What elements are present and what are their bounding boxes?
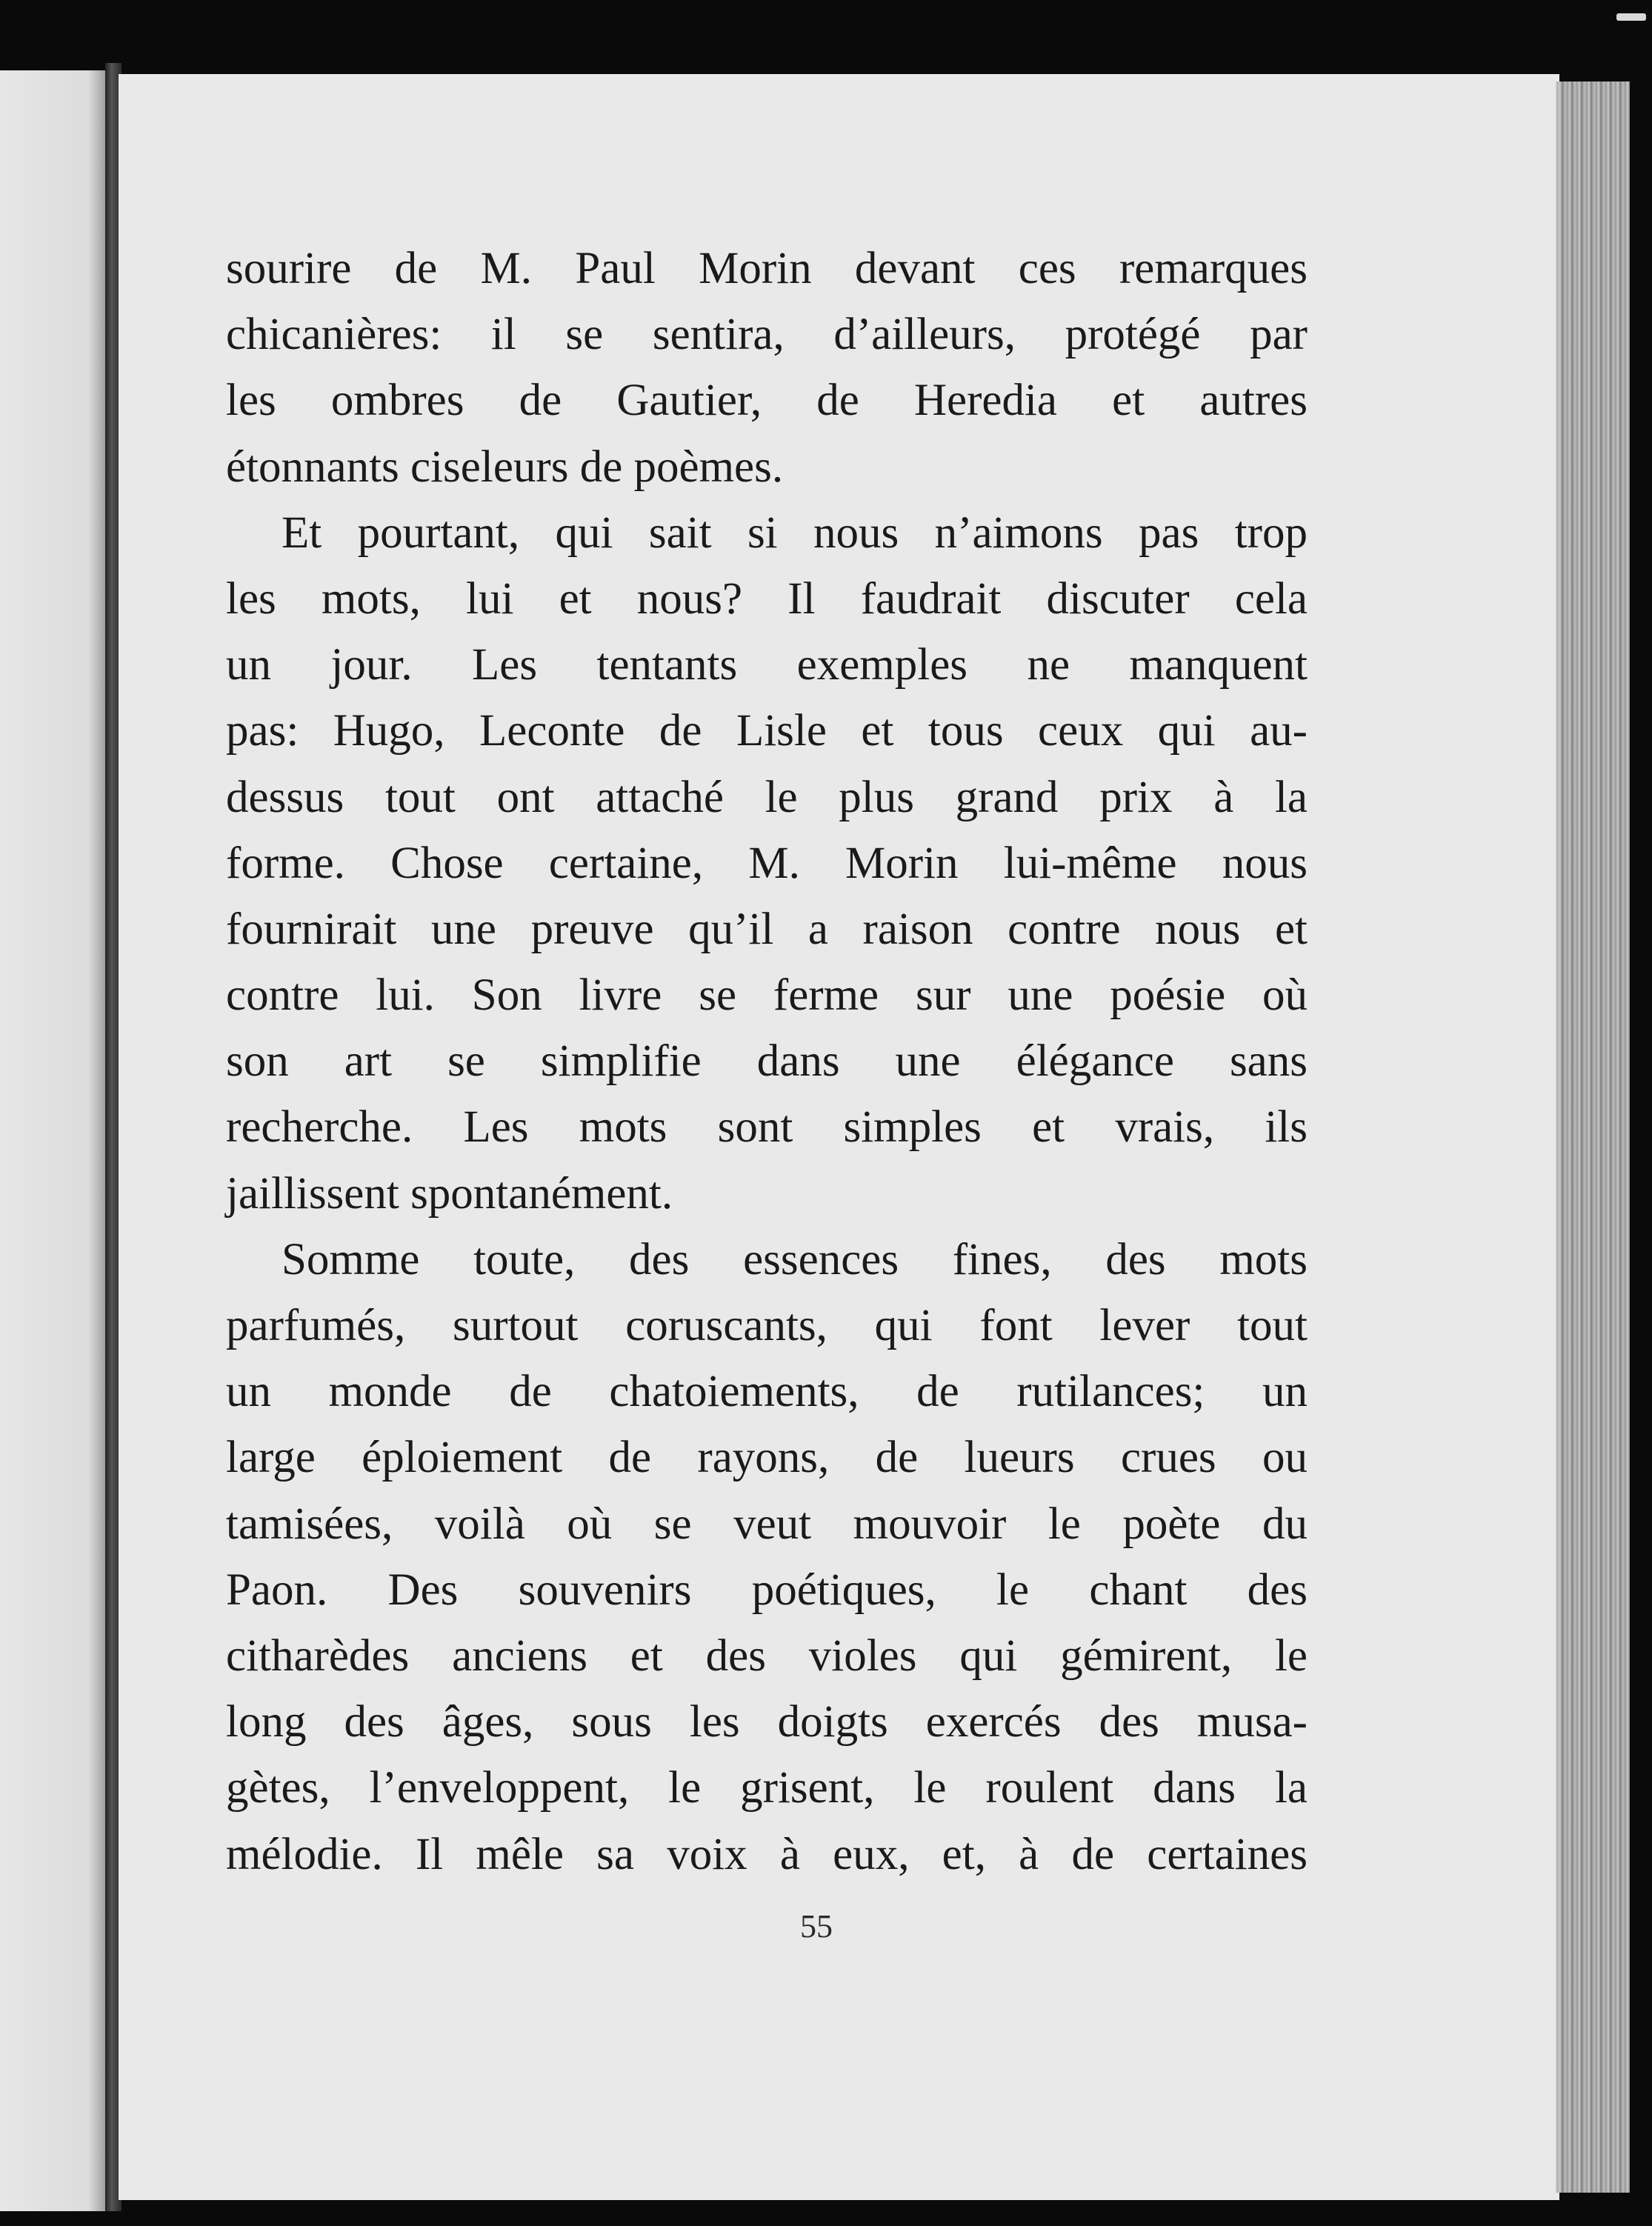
- text-line: large éploiement de rayons, de lueurs crues ou: [226, 1433, 1308, 1483]
- text-line: Somme toute, des essences fines, des mots: [282, 1234, 1308, 1284]
- page-fore-edge: [1556, 81, 1630, 2193]
- text-line: gètes, l’enveloppent, le grisent, le roulent dans la: [226, 1763, 1308, 1813]
- text-line: jaillissent spontanément.: [226, 1168, 673, 1219]
- text-line: un jour. Les tentants exemples ne manquent: [226, 640, 1308, 690]
- text-line: recherche. Les mots sont simples et vrais, ils: [226, 1102, 1308, 1153]
- scan-artifact: [1616, 13, 1646, 21]
- text-line: son art se simplifie dans une élégance sans: [226, 1036, 1308, 1087]
- text-line: étonnants ciseleurs de poèmes.: [226, 441, 784, 492]
- text-line: un monde de chatoiements, de rutilances; un: [226, 1367, 1308, 1417]
- facing-page-edge: [0, 70, 111, 2211]
- text-line: tamisées, voilà où se veut mouvoir le poète du: [226, 1499, 1308, 1549]
- text-line: les mots, lui et nous? Il faudrait discuter cela: [226, 573, 1308, 624]
- text-line: les ombres de Gautier, de Heredia et autres: [226, 376, 1308, 426]
- page-number-label: 55: [800, 1908, 833, 1945]
- text-line: pas: Hugo, Leconte de Lisle et tous ceux qui au-: [226, 706, 1308, 756]
- text-line: parfumés, surtout coruscants, qui font lever tout: [226, 1301, 1308, 1350]
- text-line: citharèdes anciens et des violes qui gémirent, le: [226, 1630, 1308, 1681]
- page-number: [0, 1907, 1652, 1945]
- text-line: contre lui. Son livre se ferme sur une poésie où: [226, 970, 1308, 1021]
- text-line: chicanières: il se sentira, d’ailleurs, protégé par: [226, 310, 1308, 360]
- text-line: Et pourtant, qui sait si nous n’aimons pas trop: [282, 507, 1308, 558]
- body-text: [226, 236, 1308, 1887]
- text-line: forme. Chose certaine, M. Morin lui-même nous: [226, 838, 1308, 888]
- text-line: mélodie. Il mêle sa voix à eux, et, à de certaines: [226, 1829, 1308, 1879]
- text-line: fournirait une preuve qu’il a raison contre nous et: [226, 904, 1308, 954]
- text-line: dessus tout ont attaché le plus grand prix à la: [226, 772, 1308, 822]
- text-line: long des âges, sous les doigts exercés des musa-: [226, 1697, 1308, 1747]
- text-line: sourire de M. Paul Morin devant ces remarques: [226, 244, 1308, 293]
- text-line: Paon. Des souvenirs poétiques, le chant des: [226, 1564, 1308, 1615]
